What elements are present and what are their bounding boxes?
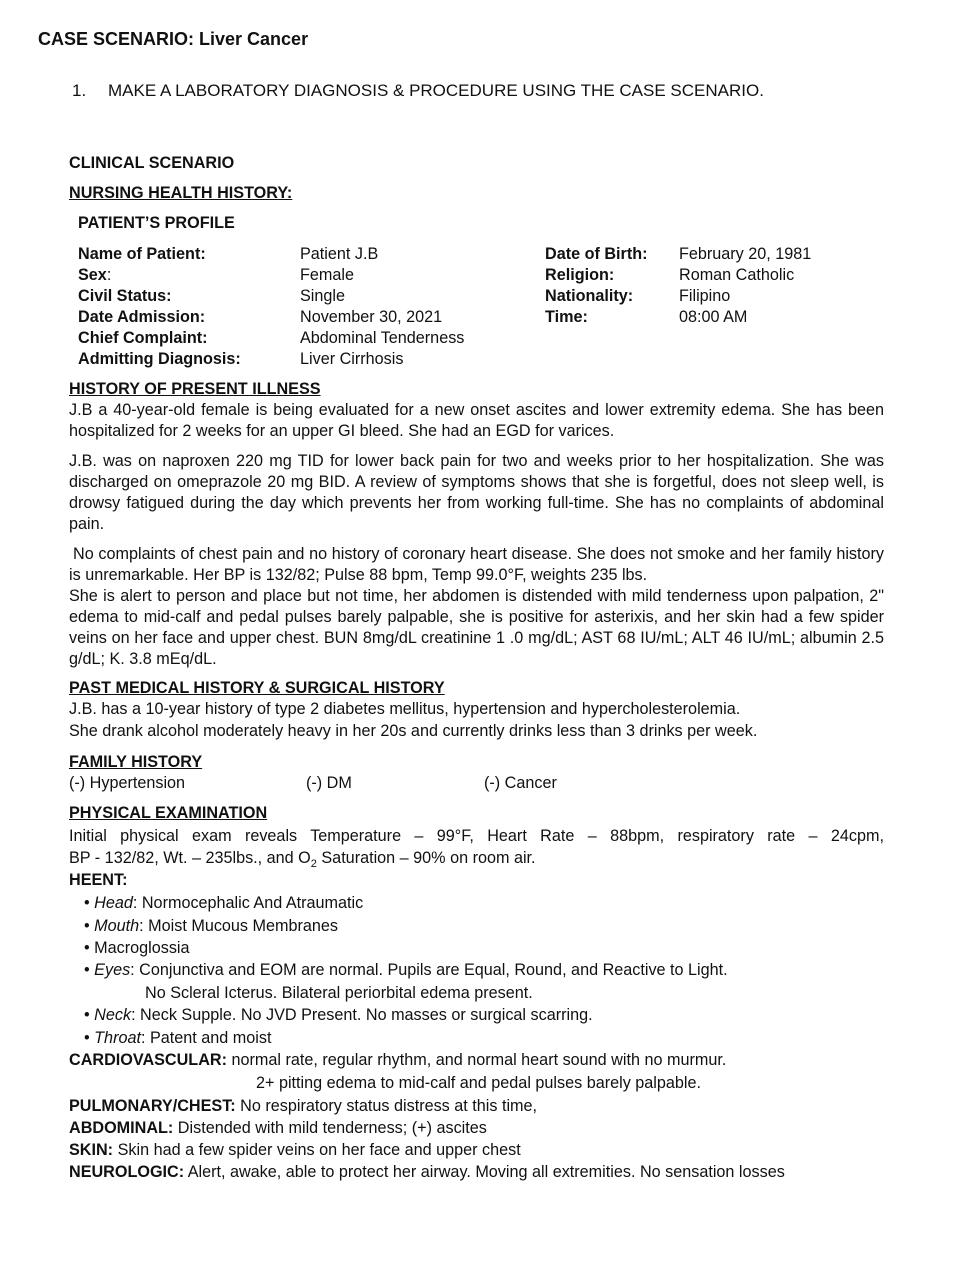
profile-value: Abdominal Tenderness [300, 329, 465, 347]
profile-value: February 20, 1981 [679, 245, 812, 263]
profile-label: Nationality: [545, 287, 634, 305]
task-number: 1. [72, 81, 87, 100]
profile-label-sex: Sex: [78, 266, 112, 284]
profile-label: Admitting Diagnosis: [78, 350, 241, 368]
bullet-icon: • [84, 1029, 90, 1047]
profile-value: Female [300, 266, 354, 284]
hpi-heading: HISTORY OF PRESENT ILLNESS [69, 380, 321, 398]
heent-item-neck: • Neck: Neck Supple. No JVD Present. No masses or surgical scarring. [84, 1006, 593, 1024]
heent-item-eyes: • Eyes: Conjunctiva and EOM are normal. Pupils are Equal, Round, and Reactive to Light. [84, 961, 728, 979]
hpi-paragraph-3: No complaints of chest pain and no history of coronary heart disease. She does not smoke and her family history is unremarkable. Her BP is 132/82; Pulse 88 bpm, Temp 99.0°F, weights 235 lbs. [69, 545, 884, 584]
hpi-paragraph-2: J.B. was on naproxen 220 mg TID for lower back pain for two and weeks prior to her hospitalization. She was discharged on omeprazole 20 mg BID. A review of symptoms shows that she is forgetful, does not sleep well, is drowsy fatigued during the day which prevents her from working full-time. She has no complaints of abdominal pain. [69, 452, 884, 533]
family-history-item: (-) DM [306, 774, 352, 792]
profile-value: 08:00 AM [679, 308, 748, 326]
skin-finding: SKIN: Skin had a few spider veins on her face and upper chest [69, 1141, 521, 1159]
heent-item-head: • Head: Normocephalic And Atraumatic [84, 894, 364, 912]
heent-label: HEENT: [69, 871, 128, 889]
bullet-icon: • [84, 894, 90, 912]
family-history-item: (-) Hypertension [69, 774, 186, 792]
pulmonary-finding: PULMONARY/CHEST: No respiratory status distress at this time, [69, 1097, 538, 1115]
profile-value: Filipino [679, 287, 731, 305]
neurologic-finding: NEUROLOGIC: Alert, awake, able to protect her airway. Moving all extremities. No sensation losses [69, 1163, 785, 1181]
profile-value: Roman Catholic [679, 266, 795, 284]
profile-label: Date Admission: [78, 308, 206, 326]
hpi-paragraph-4: She is alert to person and place but not time, her abdomen is distended with mild tenderness upon palpation, 2" edema to mid-calf and pedal pulses barely palpable, she is positive for asterixis, and her skin had a few spider veins on her face and upper chest. BUN 8mg/dL creatinine 1 .0 mg/dL; AST 68 IU/mL; ALT 46 IU/mL; albumin 2.5 g/dL; K. 3.8 mEq/dL. [69, 587, 884, 668]
pmh-line: J.B. has a 10-year history of type 2 diabetes mellitus, hypertension and hypercholesterolemia. [69, 700, 741, 718]
profile-value: November 30, 2021 [300, 308, 443, 326]
family-history-item: (-) Cancer [484, 774, 557, 792]
heent-item-macroglossia: • Macroglossia [84, 939, 190, 957]
pmh-line: She drank alcohol moderately heavy in her 20s and currently drinks less than 3 drinks per week. [69, 722, 758, 740]
clinical-scenario-heading: CLINICAL SCENARIO [69, 154, 235, 172]
heent-item-mouth: • Mouth: Moist Mucous Membranes [84, 917, 338, 935]
hpi-paragraph-1: J.B a 40-year-old female is being evaluated for a new onset ascites and lower extremity edema. She has been hospitalized for 2 weeks for an upper GI bleed. She had an EGD for varices. [69, 401, 884, 440]
bullet-icon: • [84, 939, 90, 957]
heent-eyes-continued: No Scleral Icterus. Bilateral periorbital edema present. [145, 984, 533, 1002]
cardiovascular-finding: CARDIOVASCULAR: normal rate, regular rhythm, and normal heart sound with no murmur. [69, 1051, 727, 1069]
pmh-heading: PAST MEDICAL HISTORY & SURGICAL HISTORY [69, 679, 445, 697]
vitals-line-2: BP - 132/82, Wt. – 235lbs., and $O_2$ Saturation – 90% on room air. [69, 849, 536, 871]
profile-label: Time: [545, 308, 588, 326]
profile-label: Chief Complaint: [78, 329, 208, 347]
profile-label: Religion: [545, 266, 615, 284]
cardiovascular-continued: 2+ pitting edema to mid-calf and pedal pulses barely palpable. [256, 1074, 701, 1092]
abdominal-finding: ABDOMINAL: Distended with mild tenderness; (+) ascites [69, 1119, 487, 1137]
physical-exam-heading: PHYSICAL EXAMINATION [69, 804, 268, 822]
heent-item-throat: • Throat: Patent and moist [84, 1029, 272, 1047]
profile-label: Civil Status: [78, 287, 172, 305]
task-instruction: MAKE A LABORATORY DIAGNOSIS & PROCEDURE USING THE CASE SCENARIO. [108, 81, 764, 100]
profile-value: Single [300, 287, 345, 305]
nursing-history-heading: NURSING HEALTH HISTORY: [69, 184, 293, 202]
profile-value: Patient J.B [300, 245, 379, 263]
vitals-line-1: Initial physical exam reveals Temperature – 99°F, Heart Rate – 88bpm, respiratory rate – 24cpm, [69, 827, 884, 845]
family-history-heading: FAMILY HISTORY [69, 753, 203, 771]
profile-label: Name of Patient: [78, 245, 206, 263]
profile-value: Liver Cirrhosis [300, 350, 404, 368]
bullet-icon: • [84, 1006, 90, 1024]
patient-profile-heading: PATIENT’S PROFILE [78, 214, 235, 232]
profile-label: Date of Birth: [545, 245, 648, 263]
bullet-icon: • [84, 917, 90, 935]
bullet-icon: • [84, 961, 90, 979]
page-title: CASE SCENARIO: Liver Cancer [38, 29, 309, 49]
